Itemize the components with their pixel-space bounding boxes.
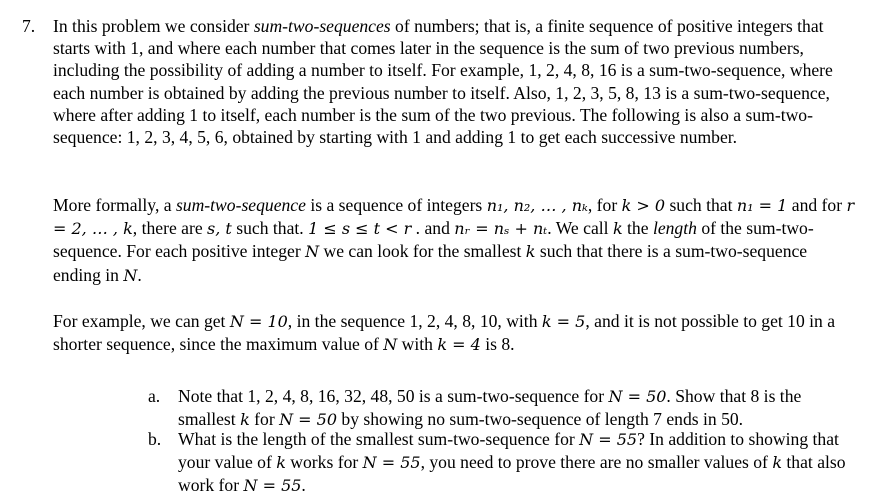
subquestion-text: Note that 1, 2, 4, 8, 16, 32, 48, 50 is a sum-two-sequence for N = 50. Show that 8 is the smallest k for N = 50 by showing no sum-two-sequence of length 7 ends in 50. [178,386,802,430]
subquestion-text: What is the length of the smallest sum-two-sequence for N = 55? In addition to showing that your value of k works for N = 55, you need to prove there are no smaller values of k that also work for N = 55. [178,429,846,496]
subquestion-label: a. [148,386,161,406]
problem-number: 7. [22,16,36,36]
intro-paragraph: In this problem we consider sum-two-sequences of numbers; that is, a finite sequence of positive integers that starts with 1, and where each number that comes later in the sequence is the sum of two previous numbers, including the possibility of adding a number to itself. For example, 1, 2, 4, 8, 16 is a sum-two-sequence, where each number is obtained by adding the previous number to itself. Also, 1, 2, 3, 5, 8, 13 is a sum-two-sequence, where after adding 1 to itself, each number is the sum of the two previous. The following is also a sum-two-sequence: 1, 2, 3, 4, 5, 6, obtained by starting with 1 and adding 1 to get each successive number. [53,16,833,148]
formal-definition-paragraph: More formally, a sum-two-sequence is a sequence of integers n₁, n₂, … , nₖ, for k > 0 such that n₁ = 1 and for r = 2, … , k, there are s, t such that. 1 ≤ s ≤ t < r . and nᵣ = nₛ + nₜ. We call k the length of the sum-two-sequence. For each positive integer N we can look for the smallest k such that there is a sum-two-sequence ending in N. [53,195,855,285]
example-paragraph: For example, we can get N = 10, in the sequence 1, 2, 4, 8, 10, with k = 5, and it is not possible to get 10 in a shorter sequence, since the maximum value of N with k = 4 is 8. [53,311,836,355]
subquestion-label: b. [148,429,162,449]
